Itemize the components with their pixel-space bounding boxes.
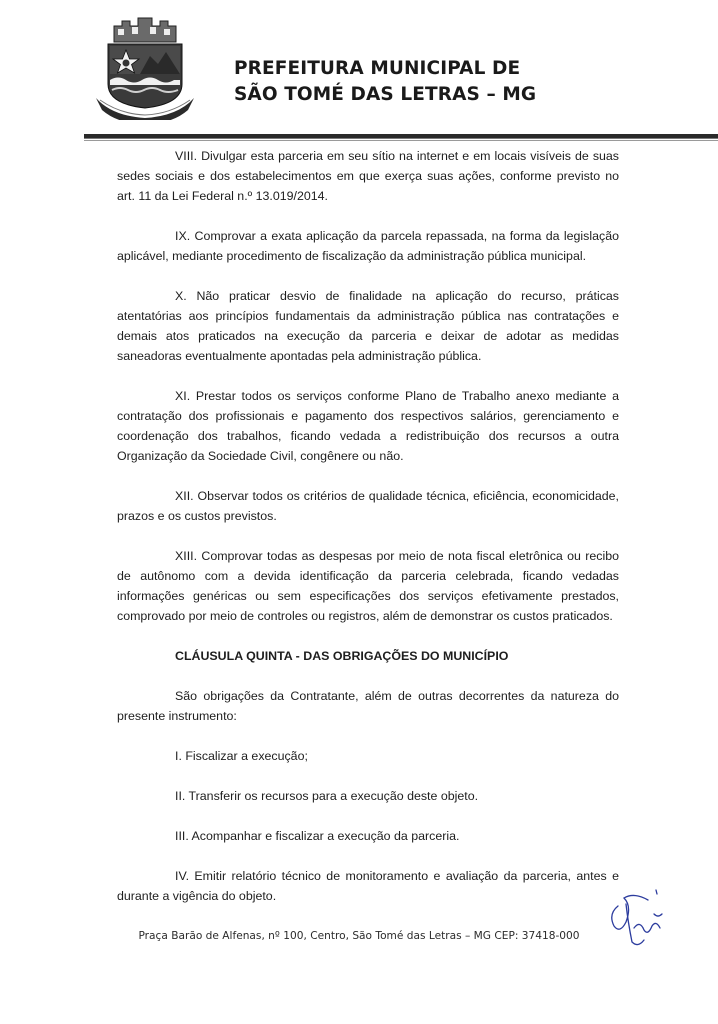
- footer-address: Praça Barão de Alfenas, nº 100, Centro, São Tomé das Letras – MG CEP: 37418-000: [138, 930, 580, 942]
- item-xiii: XIII. Comprovar todas as despesas por meio de nota fiscal eletrônica ou recibo de autônomo com a devida identificação da parceria celebrada, ficando vedadas informações genéricas ou sem especificações dos serviços efetivamente prestados, comprovado por meio de controles ou registros, além de demonstrar os custos praticados.: [117, 549, 619, 623]
- obligation-iv: IV. Emitir relatório técnico de monitoramento e avaliação da parceria, antes e durante a vigência do objeto.: [117, 869, 619, 903]
- document-body: [117, 146, 619, 906]
- obligation-iii: III. Acompanhar e fiscalizar a execução da parceria.: [175, 829, 460, 843]
- header-title-line1: PREFEITURA MUNICIPAL DE: [234, 58, 521, 79]
- item-x: X. Não praticar desvio de finalidade na aplicação do recurso, práticas atentatórias aos princípios fundamentais da administração pública nas contratações e demais atos praticados na execução da parceria e deixar de adotar as medidas saneadoras eventualmente apontadas pela administração pública.: [117, 289, 619, 363]
- clause-title: CLÁUSULA QUINTA - DAS OBRIGAÇÕES DO MUNICÍPIO: [175, 649, 509, 663]
- obligation-ii: II. Transferir os recursos para a execução deste objeto.: [175, 789, 479, 803]
- header-title-line2: SÃO TOMÉ DAS LETRAS – MG: [234, 84, 537, 105]
- obligation-i: I. Fiscalizar a execução;: [175, 749, 308, 763]
- item-ix: IX. Comprovar a exata aplicação da parcela repassada, na forma da legislação aplicável, mediante procedimento de fiscalização da administração pública municipal.: [117, 229, 619, 263]
- item-xi: XI. Prestar todos os serviços conforme Plano de Trabalho anexo mediante a contratação dos profissionais e pagamento dos respectivos salários, gerenciamento e coordenação dos trabalhos, ficando vedada a redistribuição dos recursos a outra Organização da Sociedade Civil, congênere ou não.: [117, 389, 619, 463]
- header-title: [234, 56, 536, 108]
- handwritten-signature-icon: [604, 884, 674, 954]
- header-divider: [84, 134, 718, 139]
- clause-intro: São obrigações da Contratante, além de outras decorrentes da natureza do presente instrumento:: [117, 689, 619, 723]
- item-xii: XII. Observar todos os critérios de qualidade técnica, eficiência, economicidade, prazos e os custos previstos.: [117, 489, 619, 523]
- municipal-coat-of-arms-icon: [92, 12, 198, 120]
- header-divider-thin: [84, 140, 718, 141]
- item-viii: VIII. Divulgar esta parceria em seu sítio na internet e em locais visíveis de suas sedes sociais e dos estabelecimentos em que exerça suas ações, conforme previsto no art. 11 da Lei Federal n.º 13.019/2014.: [117, 149, 619, 203]
